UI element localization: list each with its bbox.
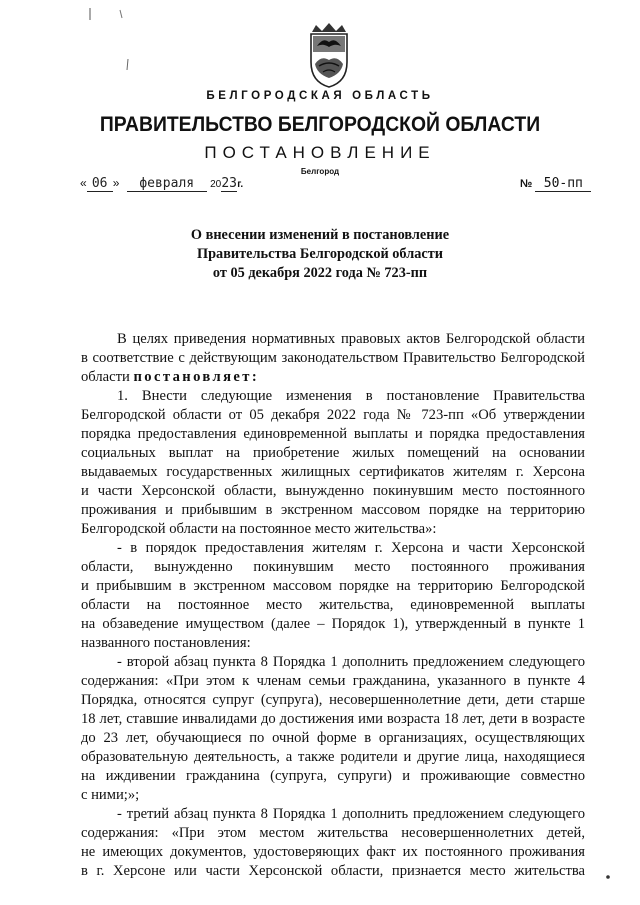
body-line: порядка предоставления единовременной выплаты и порядка предоставления (81, 426, 585, 442)
body-line: до 23 лет, обучающиеся по очной форме в организациях, осуществляющих (81, 730, 585, 746)
number-label: № (520, 178, 533, 190)
body-line: - в порядок предоставления жителям г. Херсона и части Херсонской (117, 540, 585, 556)
document-body (81, 330, 585, 881)
document-type: ПОСТАНОВЛЕНИЕ (204, 143, 436, 162)
body-line: содержания: «При этом местом жительства несовершеннолетних детей, (81, 825, 585, 841)
body-line: названного постановления: (81, 635, 251, 651)
scan-artifact (84, 6, 144, 22)
date-day: 06 (87, 176, 113, 192)
body-line: и прибывшим в экстренном массовом порядке на территорию Белгородской (81, 578, 585, 594)
body-line: не имеющих документов, удостоверяющих факт их постоянного проживания (81, 844, 585, 860)
body-line: проживания и прибывшим в экстренном массовом порядке на территорию (81, 502, 585, 518)
title-line: Правительства Белгородской области (196, 246, 444, 262)
body-line: - второй абзац пункта 8 Порядка 1 дополнить предложением следующего (117, 654, 585, 670)
body-line: и части Херсонской области, вынужденно покинувшим место постоянного (81, 483, 585, 499)
document-title (0, 226, 640, 283)
title-line: О внесении изменений в постановление (190, 227, 450, 243)
title-line: от 05 декабря 2022 года № 723-пп (212, 265, 428, 281)
date-month: февраля (127, 176, 207, 192)
body-line: на иждивении гражданина (супруга, супруги) и проживающие совместно (81, 768, 585, 784)
body-line: Порядка, относятся супруг (супруга), несовершеннолетние дети, дети старше (81, 692, 585, 708)
body-line: В целях приведения нормативных правовых актов Белгородской области (117, 331, 585, 347)
body-line: Белгородской области на постоянное место жительства»: (81, 521, 437, 537)
date-open-quote: « (80, 176, 87, 190)
document-number (520, 176, 591, 192)
region-name: БЕЛГОРОДСКАЯ ОБЛАСТЬ (206, 90, 434, 102)
scan-artifact (124, 58, 132, 72)
body-text: области (81, 369, 134, 385)
number-value: 50-пп (535, 176, 591, 192)
body-line: Белгородской области от 05 декабря 2022 года № 723-пп «Об утверждении (81, 407, 585, 423)
body-line: области, вынужденно покинувшим место постоянного проживания (81, 559, 585, 575)
date-year-abbr: г. (237, 179, 244, 190)
body-line: содержания: «При этом к членам семьи гражданина, указанного в пункте 4 (81, 673, 585, 689)
body-line: 1. Внести следующие изменения в постановление Правительства (117, 388, 585, 404)
body-line: образовательную деятельность, а также родители и другие лица, находящиеся (81, 749, 585, 765)
date-close-quote: » (112, 176, 120, 190)
body-line: 18 лет, ставшие инвалидами до достижения ими возраста 18 лет, дети в возрасте (81, 711, 585, 727)
date-year-suffix: 23 (221, 176, 238, 191)
body-line (81, 368, 585, 387)
body-line: выдаваемых государственных жилищных сертификатов жителям г. Херсона (81, 464, 585, 480)
coat-of-arms-emblem (307, 22, 351, 88)
body-line: на обзаведение имуществом (далее – Порядок 1), утвержденный в пункте 1 (81, 616, 585, 632)
body-line: - третий абзац пункта 8 Порядка 1 дополнить предложением следующего (117, 806, 585, 822)
body-line: с ними;»; (81, 787, 140, 803)
scan-artifact (603, 872, 613, 882)
date-year-prefix: 20 (210, 179, 222, 190)
decree-keyword: постановляет: (133, 369, 260, 385)
government-name: ПРАВИТЕЛЬСТВО БЕЛГОРОДСКОЙ ОБЛАСТИ (99, 112, 541, 136)
body-line: в соответствие с действующим законодательством Правительство Белгородской (81, 350, 585, 366)
document-date (80, 176, 243, 192)
body-line: в г. Херсоне или части Херсонской области, признается место жительства (81, 863, 585, 879)
body-line: социальных выплат на приобретение жилых помещений на основании (81, 445, 585, 461)
body-line: области на постоянное место жительства, единовременной выплаты (81, 597, 585, 613)
city-name: Белгород (300, 167, 340, 176)
